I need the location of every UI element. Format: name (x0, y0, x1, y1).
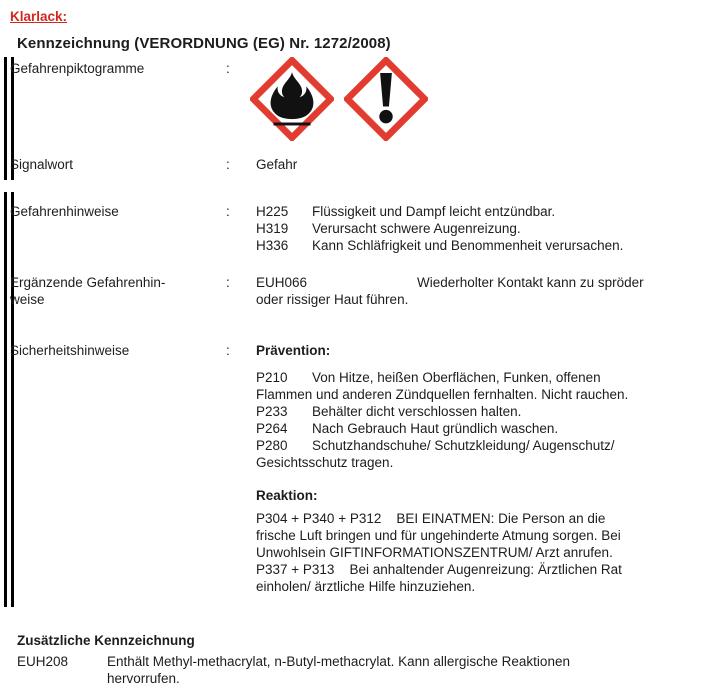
hazard-code: H225 (256, 204, 289, 219)
product-title: Klarlack: (10, 9, 68, 24)
p304-code: P304 + P340 + P312 (256, 511, 382, 526)
euh208-text-continued: hervorrufen. (107, 671, 180, 686)
hazard-code: H319 (256, 221, 289, 236)
supplemental-hazard-label-line2: weise (10, 292, 45, 307)
hazard-pictograms-label: Gefahrenpiktogramme (10, 61, 145, 76)
euh066-code: EUH066 (256, 275, 308, 290)
p337-text-continued: einholen/ ärztliche Hilfe hinzuziehen. (256, 579, 476, 594)
p233-row (256, 403, 521, 420)
p264-row (256, 420, 558, 437)
p210-text-continued: Flammen und anderen Zündquellen fernhalten. Nicht rauchen. (256, 387, 629, 402)
signal-word-value: Gefahr (256, 157, 298, 172)
p337-row (256, 561, 622, 578)
additional-labelling-heading: Zusätzliche Kennzeichnung (17, 633, 195, 648)
colon: : (226, 343, 230, 358)
p280-row (256, 437, 614, 454)
hazard-statement-row (256, 220, 521, 237)
euh208-text: Enthält Methyl-methacrylat, n-Butyl-methacrylat. Kann allergische Reaktionen (107, 654, 570, 669)
hazard-statement-row (256, 237, 623, 254)
hazard-code: H336 (256, 238, 289, 253)
p304-text-continued: Unwohlsein GIFTINFORMATIONSZENTRUM/ Arzt anrufen. (256, 545, 613, 560)
euh066-text: Wiederholter Kontakt kann zu spröder (417, 275, 644, 290)
p280-code: P280 (256, 438, 288, 453)
prevention-heading: Prävention: (256, 343, 331, 358)
p210-row (256, 369, 601, 386)
section-heading: Kennzeichnung (VERORDNUNG (EG) Nr. 1272/2008) (17, 35, 391, 52)
euh208-code: EUH208 (17, 654, 69, 669)
p280-text: Schutzhandschuhe/ Schutzkleidung/ Augenschutz/ (312, 438, 615, 453)
revision-change-bar (4, 192, 14, 607)
hazard-text: Kann Schläfrigkeit und Benommenheit verursachen. (312, 238, 624, 253)
supplemental-hazard-label-line1: Ergänzende Gefahrenhin- (10, 275, 166, 290)
hazard-statement-row (256, 203, 555, 220)
hazard-text: Verursacht schwere Augenreizung. (312, 221, 521, 236)
p280-text-continued: Gesichtsschutz tragen. (256, 455, 394, 470)
p233-text: Behälter dicht verschlossen halten. (312, 404, 522, 419)
euh208-row (17, 653, 570, 670)
p304-text-continued: frische Luft bringen und für ungehinderte Atmung sorgen. Bei (256, 528, 621, 543)
ghs02-flame-pictogram-icon (250, 57, 334, 141)
ghs07-exclamation-mark-pictogram-icon (344, 57, 428, 141)
p337-code: P337 + P313 (256, 562, 335, 577)
p233-code: P233 (256, 404, 288, 419)
colon: : (226, 157, 230, 172)
euh066-text-continued: oder rissiger Haut führen. (256, 292, 409, 307)
colon: : (226, 204, 230, 219)
p304-row (256, 510, 605, 527)
reaction-heading: Reaktion: (256, 488, 318, 503)
p264-text: Nach Gebrauch Haut gründlich waschen. (312, 421, 559, 436)
p264-code: P264 (256, 421, 288, 436)
p337-text: Bei anhaltender Augenreizung: Ärztlichen Rat (349, 562, 622, 577)
p210-text: Von Hitze, heißen Oberflächen, Funken, offenen (312, 370, 601, 385)
signal-word-label: Signalwort (10, 157, 74, 172)
colon: : (226, 275, 230, 290)
p210-code: P210 (256, 370, 288, 385)
colon: : (226, 61, 230, 76)
precautionary-statements-label: Sicherheitshinweise (10, 343, 130, 358)
supplemental-hazard-row (256, 274, 644, 291)
hazard-text: Flüssigkeit und Dampf leicht entzündbar. (312, 204, 556, 219)
hazard-statements-label: Gefahrenhinweise (10, 204, 119, 219)
p304-text: BEI EINATMEN: Die Person an die (396, 511, 606, 526)
